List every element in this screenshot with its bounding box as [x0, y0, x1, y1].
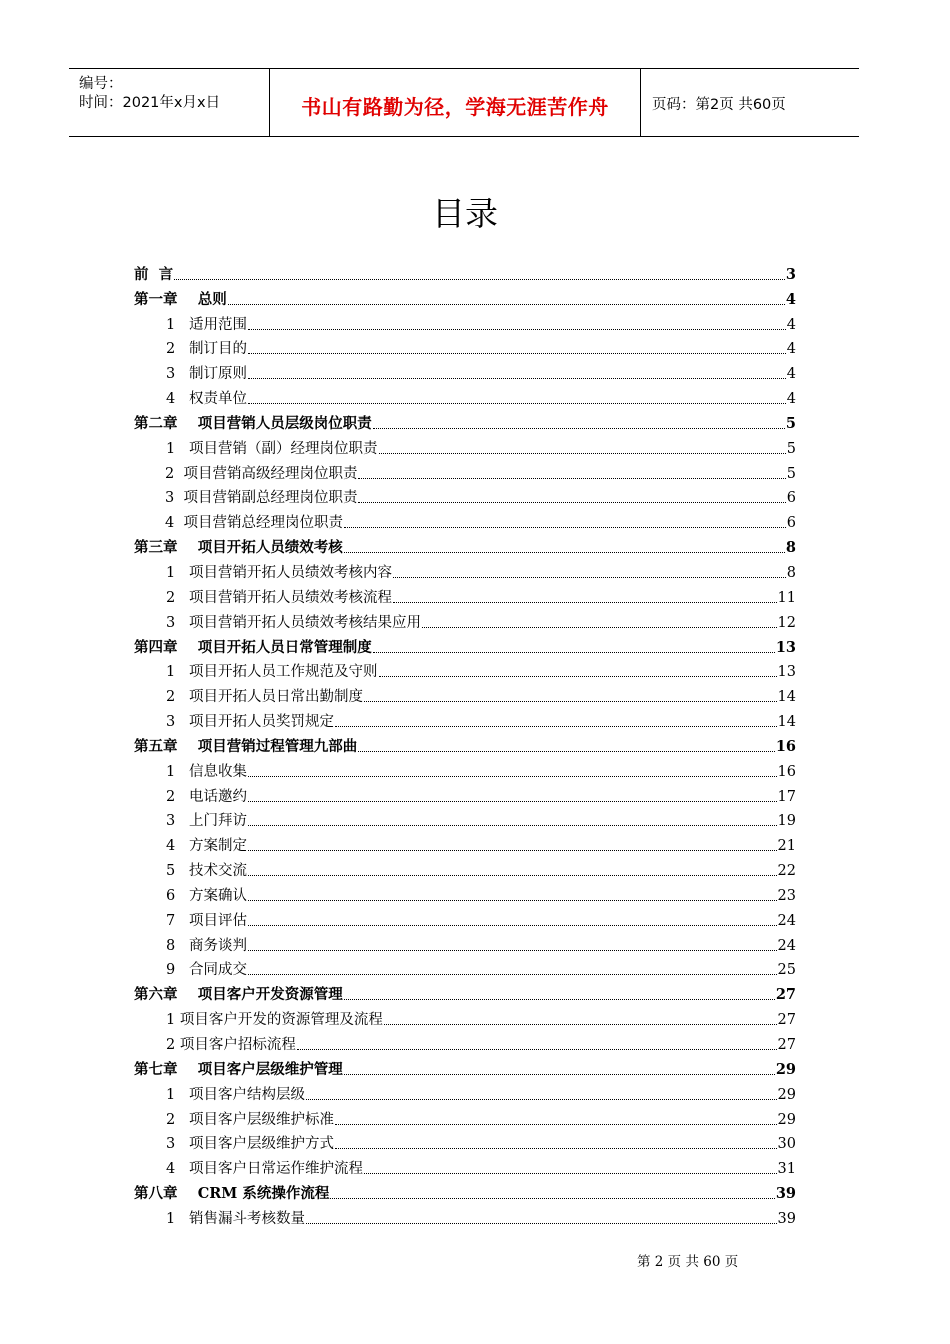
page-header — [69, 68, 859, 137]
toc-entry-page: 4 — [786, 341, 796, 358]
toc-entry-label: 3 项目开拓人员奖罚规定 — [166, 714, 335, 731]
toc-leader-dots — [373, 428, 785, 429]
toc-entry-label: 第二章 项目营销人员层级岗位职责 — [134, 414, 372, 432]
toc-entry-page: 5 — [785, 414, 796, 432]
toc-leader-dots — [379, 676, 777, 677]
toc-entry[interactable] — [134, 383, 796, 408]
toc-entry-label: 8 商务谈判 — [166, 937, 248, 954]
toc-entry-page: 39 — [775, 1185, 796, 1203]
toc-leader-dots — [248, 801, 776, 802]
toc-entry-page: 29 — [775, 1060, 796, 1078]
header-meta-cell — [69, 69, 269, 136]
toc-leader-dots — [248, 925, 776, 926]
toc-leader-dots — [248, 900, 776, 901]
toc-entry-page: 27 — [775, 986, 796, 1004]
toc-leader-dots — [248, 850, 776, 851]
toc-leader-dots — [364, 701, 776, 702]
toc-leader-dots — [306, 1223, 776, 1224]
toc-entry-label: 4 项目客户日常运作维护流程 — [166, 1161, 364, 1178]
toc-entry[interactable] — [134, 582, 796, 607]
toc-entry[interactable] — [134, 731, 796, 756]
toc-entry-label: 1 销售漏斗考核数量 — [166, 1210, 306, 1227]
toc-leader-dots — [358, 478, 785, 479]
toc-leader-dots — [393, 577, 786, 578]
toc-leader-dots — [248, 825, 776, 826]
toc-entry[interactable] — [134, 930, 796, 955]
toc-entry[interactable] — [134, 632, 796, 657]
toc-entry[interactable] — [134, 607, 796, 632]
toc-entry[interactable] — [134, 1153, 796, 1178]
toc-leader-dots — [248, 974, 776, 975]
toc-entry-page: 14 — [777, 714, 796, 731]
page-title: 目录 — [432, 194, 498, 233]
toc-entry-label: 6 方案确认 — [166, 887, 248, 904]
toc-entry-label: 1 信息收集 — [166, 763, 248, 780]
toc-entry-label: 第四章 项目开拓人员日常管理制度 — [134, 638, 372, 656]
toc-entry-label: 3 项目营销副总经理岗位职责 — [165, 490, 358, 507]
toc-entry[interactable] — [134, 483, 796, 508]
toc-entry-page: 24 — [777, 937, 796, 954]
toc-leader-dots — [422, 627, 776, 628]
toc-entry-page: 22 — [777, 863, 796, 880]
toc-leader-dots — [344, 552, 785, 553]
toc-entry[interactable] — [134, 334, 796, 359]
toc-entry-page: 17 — [777, 788, 796, 805]
toc-entry[interactable] — [134, 433, 796, 458]
toc-entry-page: 5 — [786, 440, 796, 457]
toc-entry[interactable] — [134, 806, 796, 831]
toc-entry-label: 第三章 项目开拓人员绩效考核 — [134, 539, 343, 557]
number-label: 编号： — [79, 76, 123, 92]
page-footer: 第 2 页 共 60 页 — [637, 1254, 739, 1270]
toc-entry-label: 4 权责单位 — [166, 391, 248, 408]
toc-entry[interactable] — [134, 1004, 796, 1029]
toc-entry-page: 21 — [777, 838, 796, 855]
motto-text: 书山有路勤为径，学海无涯苦作舟 — [301, 95, 609, 119]
toc-leader-dots — [384, 1024, 777, 1025]
toc-leader-dots — [297, 1049, 777, 1050]
toc-entry-page: 25 — [777, 962, 796, 979]
toc-entry-label: 3 制订原则 — [166, 366, 248, 383]
toc-entry-label: 3 上门拜访 — [166, 813, 248, 830]
toc-entry-page: 27 — [777, 1012, 796, 1029]
toc-entry-label: 5 技术交流 — [166, 863, 248, 880]
toc-entry[interactable] — [134, 681, 796, 706]
toc-entry-label: 1 项目客户开发的资源管理及流程 — [166, 1012, 383, 1029]
toc-entry-page: 4 — [786, 391, 796, 408]
toc-entry-label: 2 项目客户层级维护标准 — [166, 1111, 335, 1128]
toc-entry-label: 1 项目开拓人员工作规范及守则 — [166, 664, 378, 681]
toc-entry-label: 2 项目营销开拓人员绩效考核流程 — [166, 589, 393, 606]
toc-entry-page: 13 — [777, 664, 796, 681]
toc-entry-label: 1 项目营销（副）经理岗位职责 — [166, 440, 378, 457]
toc-entry[interactable] — [134, 507, 796, 532]
toc-entry-page: 5 — [786, 465, 796, 482]
toc-entry[interactable] — [134, 284, 796, 309]
toc-entry-label: 2 项目客户招标流程 — [166, 1037, 296, 1053]
toc-leader-dots — [335, 726, 776, 727]
toc-entry-page: 13 — [775, 638, 796, 656]
toc-entry[interactable] — [134, 259, 796, 284]
toc-entry[interactable] — [134, 408, 796, 433]
toc-leader-dots — [393, 602, 776, 603]
toc-entry-page: 4 — [786, 316, 796, 333]
toc-leader-dots — [364, 1173, 776, 1174]
toc-entry-label: 第七章 项目客户层级维护管理 — [134, 1060, 343, 1078]
toc-entry-label: 第一章 总则 — [134, 290, 227, 308]
toc-entry[interactable] — [134, 756, 796, 781]
toc-entry-label: 2 制订目的 — [166, 341, 248, 358]
toc-entry[interactable] — [134, 1054, 796, 1079]
toc-entry[interactable] — [134, 706, 796, 731]
header-page-cell — [640, 69, 859, 136]
toc-entry-label: 前 言 — [134, 265, 174, 283]
toc-entry-page: 39 — [777, 1210, 796, 1227]
toc-entry[interactable] — [134, 830, 796, 855]
toc-entry-page: 6 — [786, 490, 796, 507]
toc-entry-page: 24 — [777, 912, 796, 929]
toc-leader-dots — [248, 776, 776, 777]
toc-entry-label: 4 方案制定 — [166, 838, 248, 855]
toc-entry-page: 3 — [785, 265, 796, 283]
toc-leader-dots — [228, 304, 785, 305]
header-motto-cell — [269, 69, 641, 136]
toc-leader-dots — [335, 1124, 776, 1125]
toc-leader-dots — [330, 1198, 774, 1199]
toc-entry-label: 1 适用范围 — [166, 316, 248, 333]
page-number-label: 页码：第2页 共60页 — [652, 97, 786, 113]
toc-entry-label: 1 项目营销开拓人员绩效考核内容 — [166, 564, 393, 581]
toc-entry[interactable] — [134, 979, 796, 1004]
toc-entry[interactable] — [134, 880, 796, 905]
toc-entry[interactable] — [134, 1178, 796, 1203]
toc-entry[interactable] — [134, 905, 796, 930]
toc-leader-dots — [248, 950, 776, 951]
toc-entry[interactable] — [134, 855, 796, 880]
toc-entry[interactable] — [134, 1129, 796, 1154]
toc-entry-label: 2 项目营销高级经理岗位职责 — [165, 465, 358, 482]
toc-entry-page: 30 — [777, 1136, 796, 1153]
toc-entry[interactable] — [134, 1079, 796, 1104]
toc-entry-page: 8 — [785, 539, 796, 557]
toc-leader-dots — [248, 353, 786, 354]
toc-leader-dots — [379, 453, 786, 454]
toc-entry-label: 9 合同成交 — [166, 962, 248, 979]
toc-leader-dots — [248, 875, 776, 876]
toc-entry[interactable] — [134, 1104, 796, 1129]
toc-entry[interactable] — [134, 781, 796, 806]
toc-leader-dots — [248, 329, 786, 330]
toc-leader-dots — [248, 403, 786, 404]
toc-entry[interactable] — [134, 1029, 796, 1054]
toc-entry-page: 31 — [777, 1161, 796, 1178]
toc-entry-page: 19 — [777, 813, 796, 830]
table-of-contents — [134, 259, 796, 1228]
toc-entry-page: 29 — [777, 1111, 796, 1128]
toc-entry[interactable] — [134, 1203, 796, 1228]
toc-leader-dots — [358, 502, 785, 503]
toc-entry-page: 16 — [777, 763, 796, 780]
toc-entry-label: 7 项目评估 — [166, 912, 248, 929]
toc-entry-label: 1 项目客户结构层级 — [166, 1086, 306, 1103]
toc-leader-dots — [306, 1099, 776, 1100]
toc-entry[interactable] — [134, 955, 796, 980]
toc-entry-label: 2 电话邀约 — [166, 788, 248, 805]
toc-entry-page: 8 — [786, 564, 796, 581]
toc-entry-label: 第六章 项目客户开发资源管理 — [134, 986, 343, 1004]
toc-entry[interactable] — [134, 657, 796, 682]
toc-leader-dots — [344, 527, 786, 528]
toc-entry-label: 3 项目客户层级维护方式 — [166, 1136, 335, 1153]
toc-entry-page: 4 — [785, 290, 796, 308]
toc-entry-label: 4 项目营销总经理岗位职责 — [165, 515, 343, 532]
toc-entry-page: 11 — [777, 589, 796, 606]
toc-entry-label: 第五章 项目营销过程管理九部曲 — [134, 737, 358, 755]
toc-entry-page: 29 — [777, 1086, 796, 1103]
toc-entry[interactable] — [134, 358, 796, 383]
toc-entry-page: 12 — [777, 614, 796, 631]
toc-leader-dots — [248, 378, 786, 379]
toc-leader-dots — [344, 1074, 775, 1075]
toc-entry-page: 6 — [786, 515, 796, 532]
toc-entry-label: 3 项目营销开拓人员绩效考核结果应用 — [166, 614, 422, 631]
toc-leader-dots — [344, 999, 775, 1000]
toc-leader-dots — [373, 652, 775, 653]
toc-leader-dots — [335, 1148, 776, 1149]
toc-entry[interactable] — [134, 309, 796, 334]
toc-entry-page: 23 — [777, 887, 796, 904]
toc-entry-label: 第八章 CRM 系统操作流程 — [134, 1185, 330, 1203]
toc-entry[interactable] — [134, 458, 796, 483]
toc-entry[interactable] — [134, 532, 796, 557]
toc-entry-label: 2 项目开拓人员日常出勤制度 — [166, 689, 364, 706]
toc-leader-dots — [174, 279, 785, 280]
time-label: 时间：2021年x月x日 — [79, 95, 221, 111]
toc-entry[interactable] — [134, 557, 796, 582]
toc-entry-page: 16 — [775, 737, 796, 755]
toc-entry-page: 27 — [777, 1037, 796, 1053]
toc-entry-page: 4 — [786, 366, 796, 383]
toc-entry-page: 14 — [777, 689, 796, 706]
toc-leader-dots — [358, 751, 775, 752]
